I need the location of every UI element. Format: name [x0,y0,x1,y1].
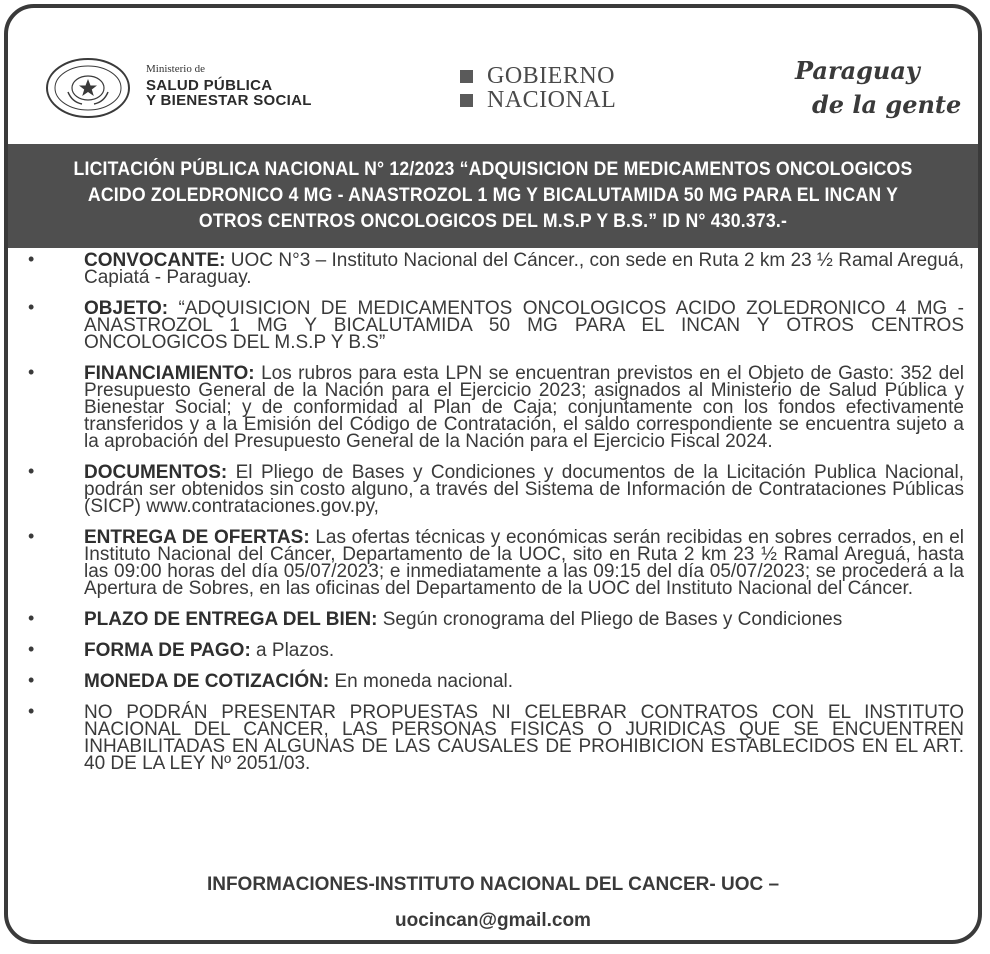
list-item-convocante [8,249,978,288]
item-label: ENTREGA DE OFERTAS: [84,527,310,548]
item-label: MONEDA DE COTIZACIÓN: [84,671,330,692]
list-item-moneda [8,670,978,692]
slogan-line-2: de la gente [812,90,962,119]
ministry-small-label: Ministerio de [146,63,205,75]
item-text: Los rubros para esta LPN se encuentran previstos en el Objeto de Gasto: 352 del Presupuesto General de la Nación para el Ejercicio 2023; asignados al Ministerio de Salud Pública y Bienestar Social; y de conformidad al Plan de Caja; conjuntamente con los fondos efectivamente transferidos y a la Emisión del Código de Contratación, el saldo correspondiente se encuentra sujeto a la aprobación del Presupuesto General de la Nación para el Ejercicio Fiscal 2024. [84,363,964,452]
list-item-plazo-entrega [8,608,978,630]
footer-info: INFORMACIONES-INSTITUTO NACIONAL DEL CANCER- UOC – [206,874,780,895]
item-label: PLAZO DE ENTREGA DEL BIEN: [84,609,378,630]
bullet-icon: • [28,297,35,317]
title-banner [8,144,978,248]
item-label: OBJETO: [84,298,169,319]
item-text: UOC N°3 – Instituto Nacional del Cáncer., con sede en Ruta 2 km 23 ½ Ramal Areguá, Capiatá - Paraguay. [84,250,964,288]
list-item-financiamiento [8,362,978,452]
list-item-forma-pago [8,639,978,661]
list-item-entrega-ofertas [8,526,978,599]
list-item-documentos [8,461,978,517]
ministry-line-1: SALUD PÚBLICA [146,77,273,94]
item-text: “ADQUISICION DE MEDICAMENTOS ONCOLOGICOS ACIDO ZOLEDRONICO 4 MG - ANASTROZOL 1 MG Y BICALUTAMIDA 50 MG PARA EL INCAN Y OTROS CENTROS ONCOLOGICOS DEL M.S.P Y B.S” [84,298,964,353]
document-frame [4,4,982,944]
item-text: a Plazos. [250,640,335,661]
national-seal-icon [46,58,130,118]
slogan-line-1: Paraguay [795,56,920,85]
ministry-logo [146,64,312,108]
item-list [8,249,978,774]
bullet-icon: • [28,701,35,721]
header [8,8,978,140]
square-icon [460,94,473,107]
gobierno-nacional-logo [460,64,616,112]
slogan-logo [790,56,980,126]
item-text: NO PODRÁN PRESENTAR PROPUESTAS NI CELEBRAR CONTRATOS CON EL INSTITUTO NACIONAL DEL CANCER, LAS PERSONAS FISICAS O JURIDICAS QUE SE ENCUENTREN INHABILITADAS EN ALGUNAS DE LAS CAUSALES DE PROHIBICION ESTABLECIDOS EN EL ART. 40 DE LA LEY Nº 2051/03. [84,702,964,774]
bullet-icon: • [28,461,35,481]
item-label: FORMA DE PAGO: [84,640,251,661]
footer-email[interactable]: uocincan@gmail.com [395,910,591,931]
item-text: Las ofertas técnicas y económicas serán recibidas en sobres cerrados, en el Instituto Nacional del Cáncer, Departamento de la UOC, sito en Ruta 2 km 23 ½ Ramal Areguá, hasta las 09:00 horas del día 05/07/2023; e inmediatamente a las 09:15 del día 05/07/2023; se procederá a la Apertura de Sobres, en las oficinas del Departamento de la UOC del Instituto Nacional del Cáncer. [84,527,965,599]
item-label: DOCUMENTOS: [84,462,228,483]
tender-title: LICITACIÓN PÚBLICA NACIONAL N° 12/2023 “ADQUISICION DE MEDICAMENTOS ONCOLOGICOS ACIDO ZOLEDRONICO 4 MG - ANASTROZOL 1 MG Y BICALUTAMIDA 50 MG PARA EL INCAN Y OTROS CENTROS ONCOLOGICOS DEL M.S.P Y B.S.” ID N° 430.373.- [73,159,913,232]
bullet-icon: • [28,608,35,628]
item-label: CONVOCANTE: [84,250,226,271]
list-item-prohibicion [8,701,978,774]
item-label: FINANCIAMIENTO: [84,363,255,384]
bullet-icon: • [28,362,35,382]
item-text: Según cronograma del Pliego de Bases y Condiciones [377,609,843,630]
ministry-line-2: Y BIENESTAR SOCIAL [146,92,312,109]
gob-line-2: NACIONAL [487,87,617,113]
bullet-icon: • [28,526,35,546]
content [8,249,978,786]
item-text: El Pliego de Bases y Condiciones y documentos de la Licitación Publica Nacional, podrán ser obtenidos sin costo alguno, a través del Sistema de Información de Contrataciones Públicas (SICP) www.contrataciones.gov.py, [84,462,964,517]
gob-line-1: GOBIERNO [487,63,615,89]
square-icon [460,70,473,83]
list-item-objeto [8,297,978,353]
bullet-icon: • [28,249,35,269]
bullet-icon: • [28,639,35,659]
item-text: En moneda nacional. [329,671,514,692]
bullet-icon: • [28,670,35,690]
